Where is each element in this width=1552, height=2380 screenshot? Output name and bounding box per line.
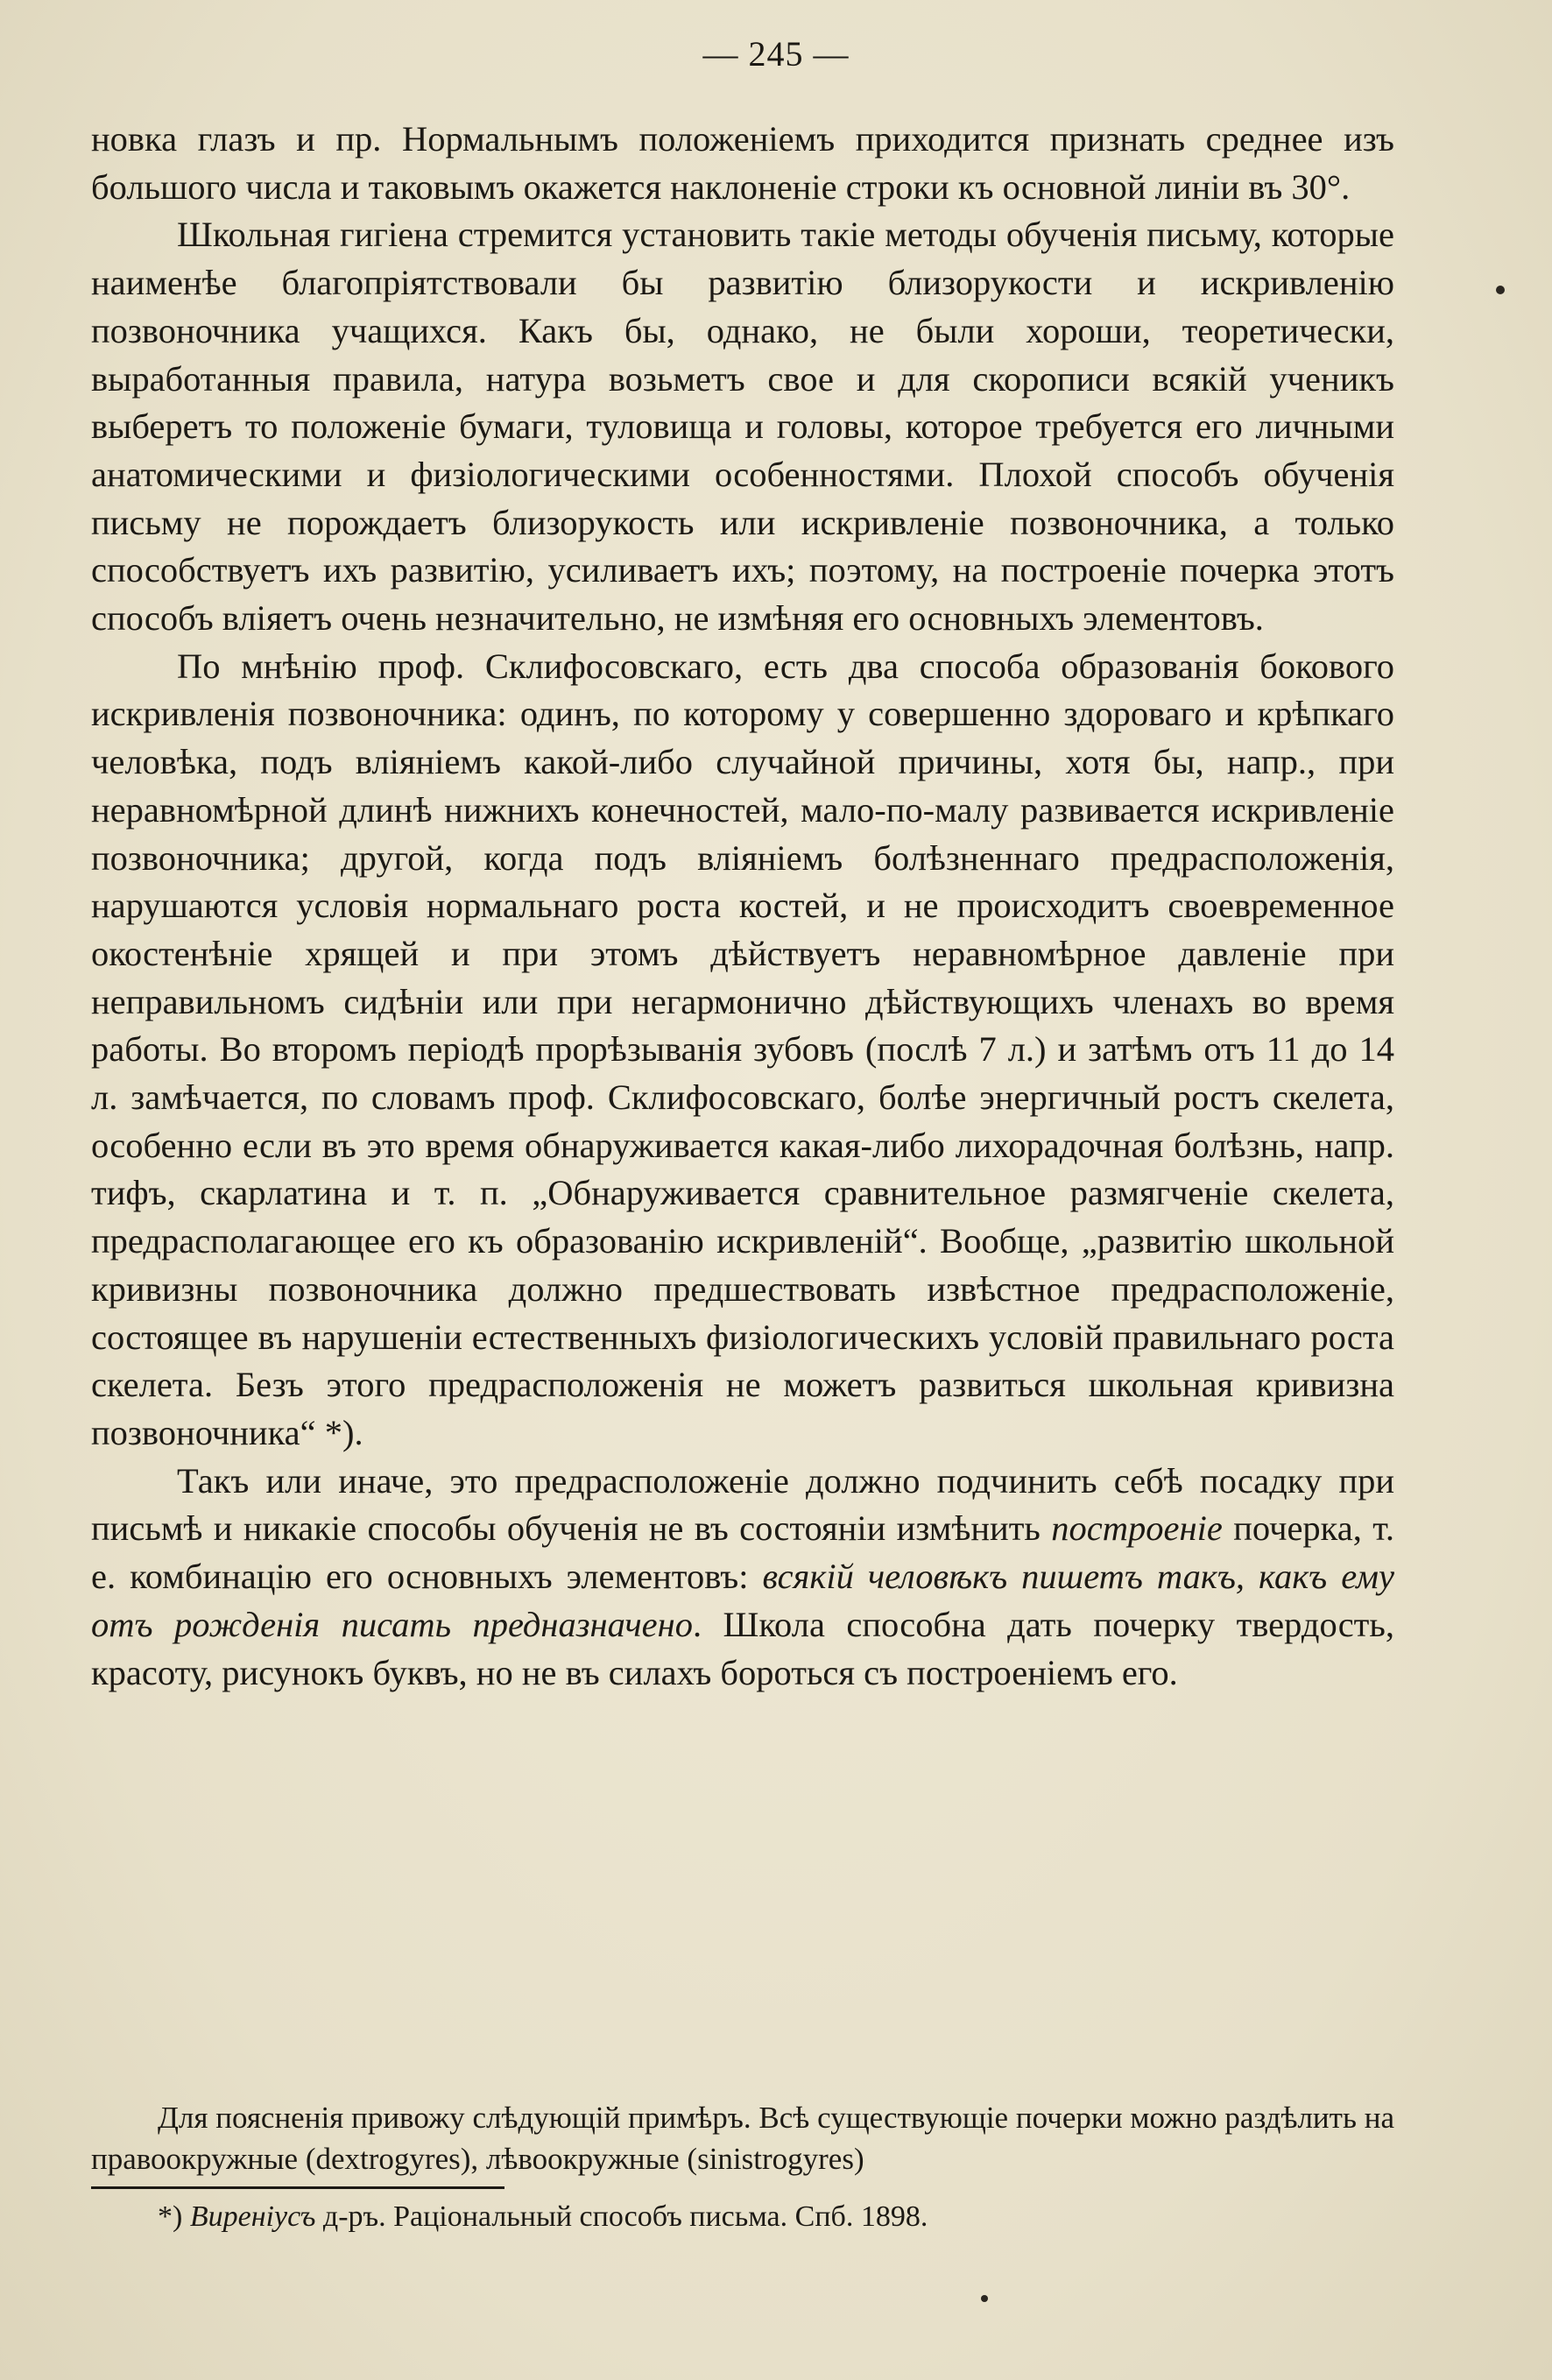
footnote [158,2197,1384,2237]
paragraph-1: новка глазъ и пр. Нормальнымъ положенiемъ приходится признать среднее изъ большого числа и таковымъ окажется наклоненiе строки къ основной линiи въ 30°. [91,119,1394,207]
footnote-divider [91,2186,504,2189]
footnote-marker: *) [158,2200,183,2233]
footnote-author: Виренiусъ [189,2200,316,2233]
footnote-text: д-ръ. Рацiональный способъ письма. Спб. 1898. [315,2200,928,2233]
page-number: — 245 — [702,34,850,74]
paragraph-4-text-c: . Школа способна дать почерку твердость, красоту, рисунокъ буквъ, но не въ силахъ бороться съ построенiемъ его. [91,1604,1394,1692]
paragraph-4-emphasis-1: построенiе [1051,1508,1223,1549]
main-text [91,116,1394,1697]
ink-speck [981,2295,988,2302]
paragraph-4-emphasis-2: всякiй человѣкъ пишетъ такъ, какъ ему отъ рожденiя писать предназначено [91,1557,1394,1644]
paragraph-4-text-b: почерка, т. е. комбинацiю его основныхъ элементовъ: [91,1508,1394,1597]
ink-speck [1496,286,1505,294]
paragraph-3: По мнѣнiю проф. Склифосовскаго, есть два способа образованiя бокового искривленiя позвоночника: одинъ, по которому у совершенно здороваго и крѣпкаго человѣка, подъ влiянiемъ какой-либо случайной причины, хотя бы, напр., при неравномѣрной длинѣ нижнихъ конечностей, мало-по-малу развивается искривленiе позвоночника; другой, когда подъ влiянiемъ болѣзненнаго предрасположенiя, нарушаются условiя нормальнаго роста костей, и не происходитъ своевременное окостенѣнiе хрящей и при этомъ дѣйствуетъ неравномѣрное давленiе при неправильномъ сидѣнiи или при негармонично дѣйствующихъ членахъ во время работы. Во второмъ перiодѣ прорѣзыванiя зубовъ (послѣ 7 л.) и затѣмъ отъ 11 до 14 л. замѣчается, по словамъ проф. Склифосовскаго, болѣе энергичный ростъ скелета, особенно если въ это время обнаруживается какая-либо лихорадочная болѣзнь, напр. тифъ, скарлатина и т. п. „Обнаруживается сравнительное размягченiе скелета, предрасполагающее его къ образованiю искривленiй“. Вообще, „развитiю школьной кривизны позвоночника должно предшествовать извѣстное предрасположенiе, состоящее въ нарушенiи естественныхъ физiологическихъ условiй правильнаго роста скелета. Безъ этого предрасположенiя не можетъ развиться школьная кривизна позвоночника“ *). [91,646,1394,1452]
paragraph-5-small: Для поясненiя привожу слѣдующiй примѣръ. Всѣ существующiе почерки можно раздѣлить на правоокружные (dextrogyres), лѣвоокружные (sinistrogyres) [91,2101,1394,2176]
paragraph-4-text-a: Такъ или иначе, это предрасположенiе должно подчинить себѣ посадку при письмѣ и никакiе способы обученiя не въ состоянiи измѣнить [91,1460,1394,1549]
paragraph-4 [91,1458,1394,1698]
paragraph-2: Школьная гигiена стремится установить такiе методы обученiя письму, которые наименѣе благопрiятствовали бы развитiю близорукости и искривленiю позвоночника учащихся. Какъ бы, однако, не были хороши, теоретически, выработанныя правила, натура возьметъ свое и для скорописи всякiй ученикъ выберетъ то положенiе бумаги, туловища и головы, которое требуется его личными анатомическими и физiологическими особенностями. Плохой способъ обученiя письму не порождаетъ близорукость или искривленiе позвоночника, а только способствуетъ ихъ развитiю, усиливаетъ ихъ; поэтому, на построенiе почерка этотъ способъ влiяетъ очень незначительно, не измѣняя его основныхъ элементовъ. [91,215,1394,639]
